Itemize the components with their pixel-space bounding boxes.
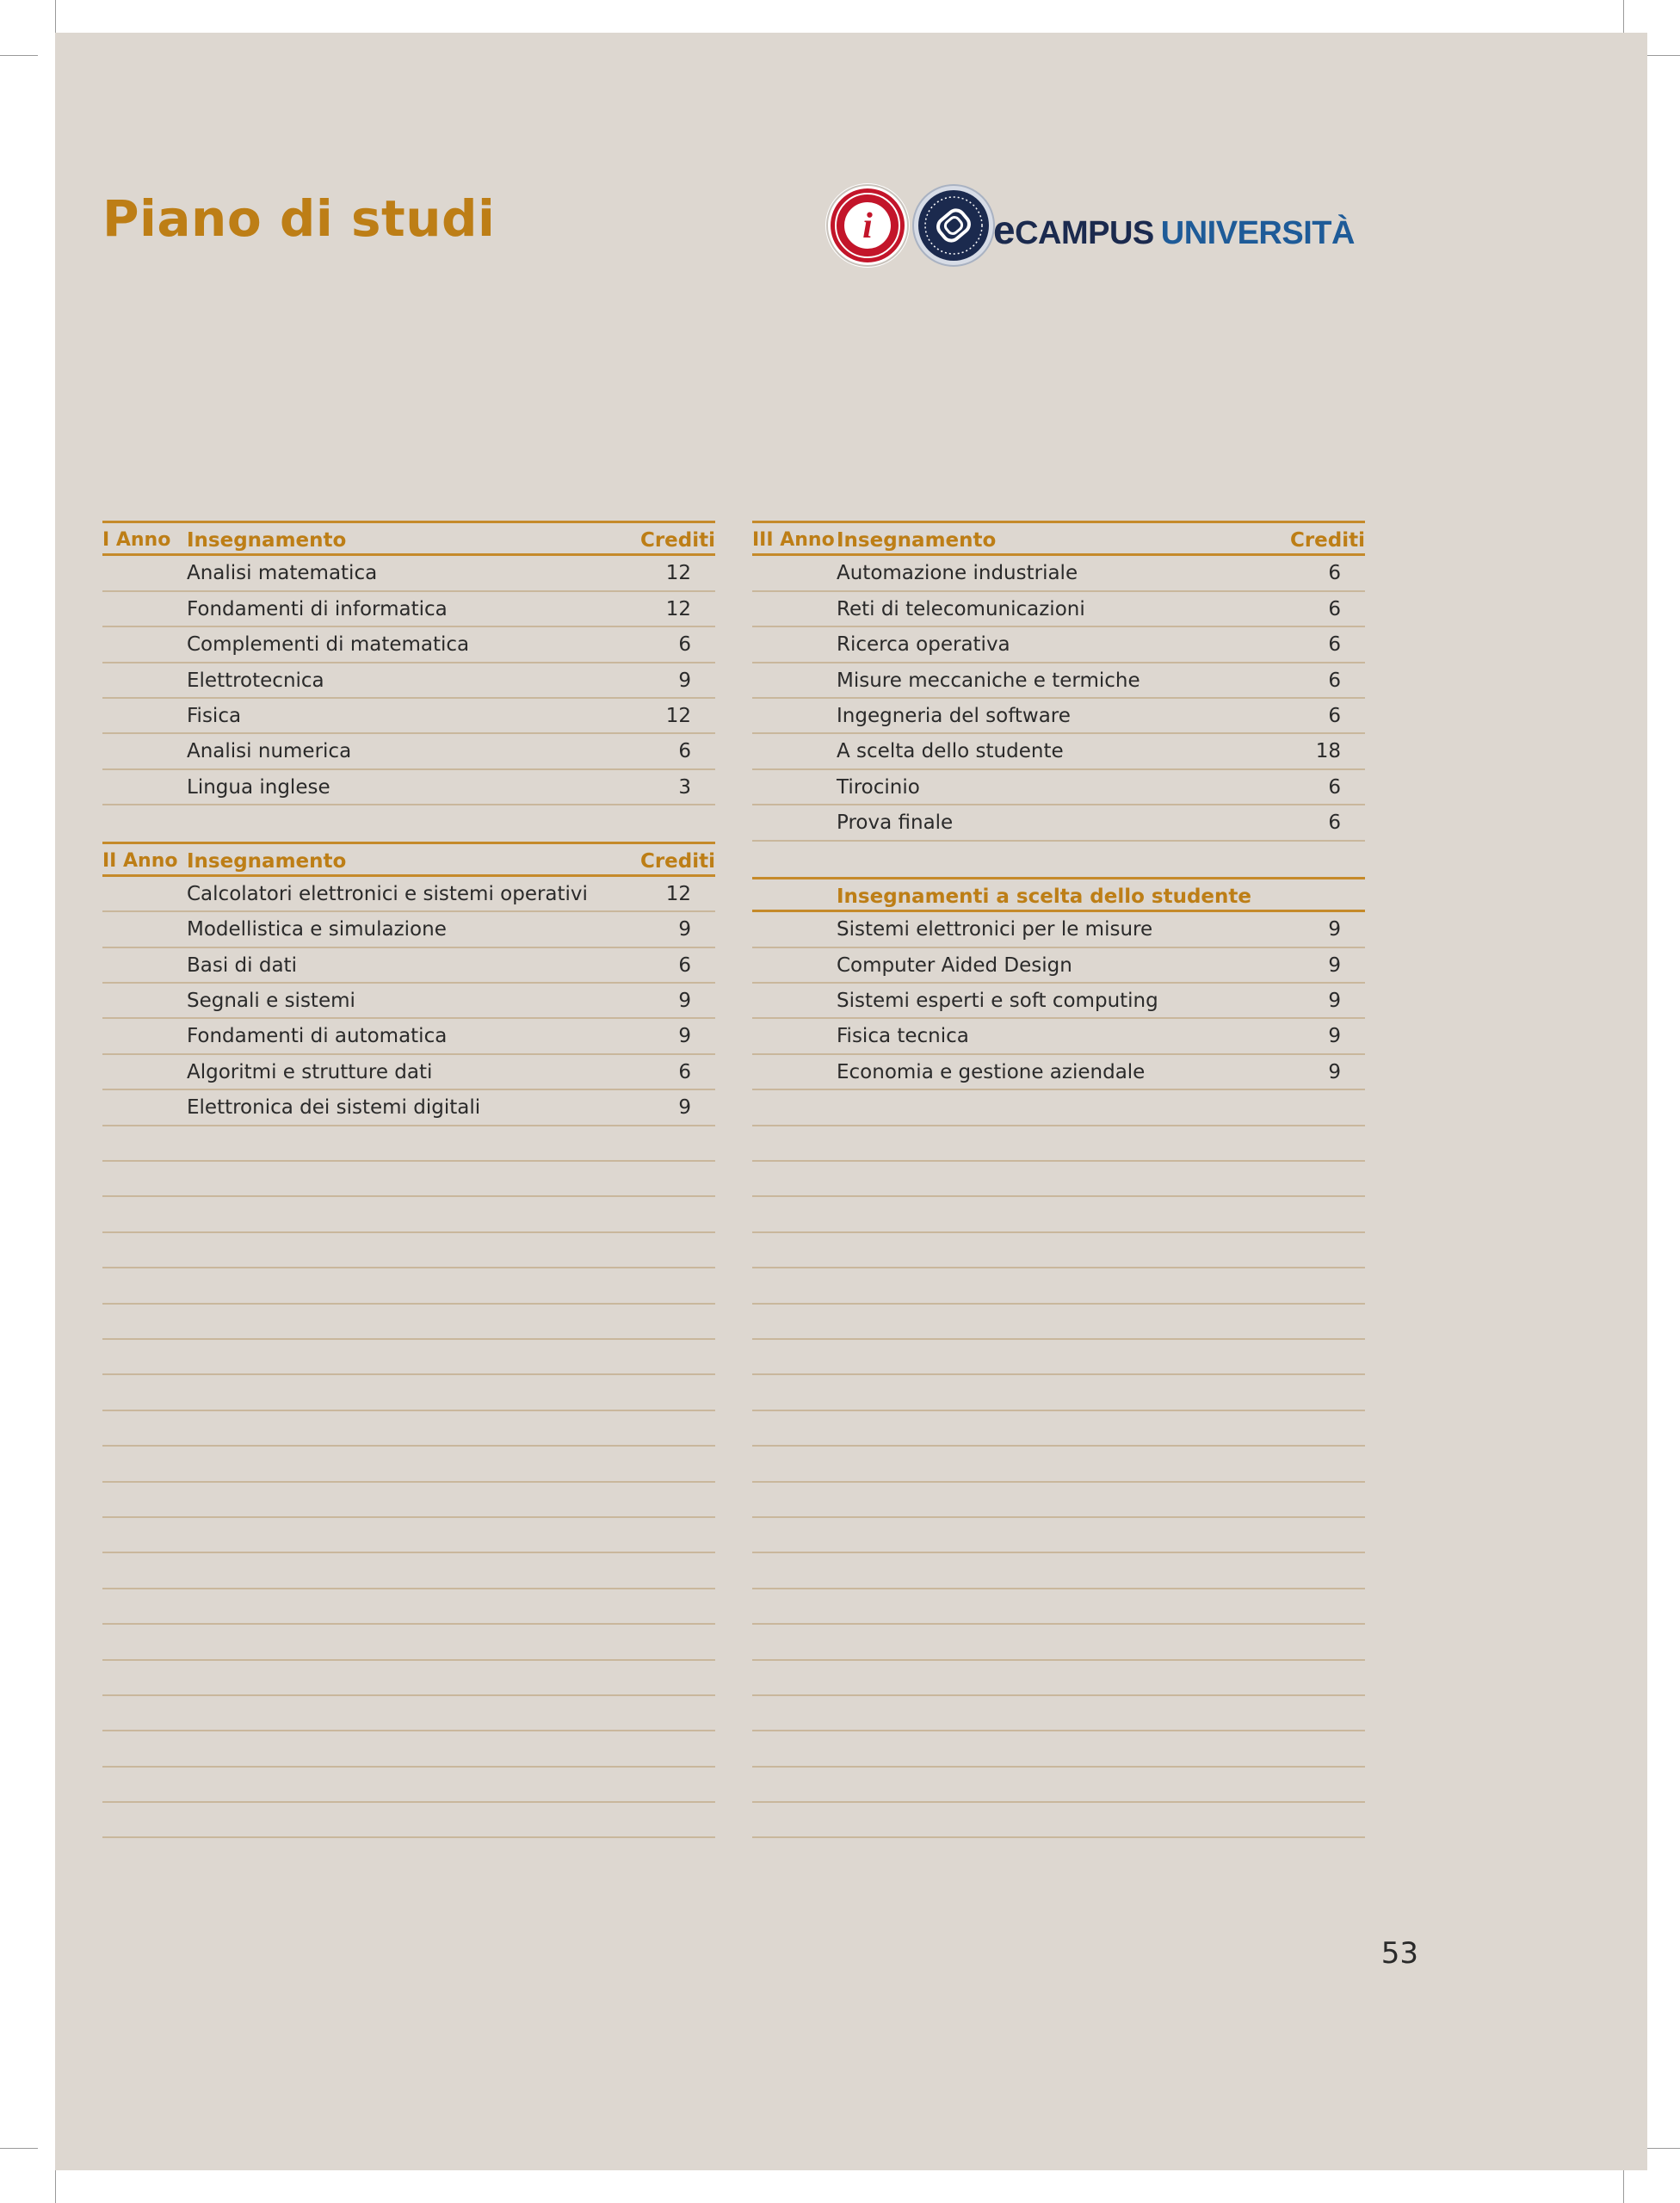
blank-line: [102, 1411, 715, 1447]
ecampus-seal-icon: [913, 185, 994, 266]
page-title: Piano di studi: [102, 189, 496, 248]
blank-line: [752, 1126, 1365, 1162]
blank-line: [752, 1696, 1365, 1731]
crop-mark: [1623, 2170, 1624, 2203]
blank-line: [102, 1375, 715, 1410]
crop-mark: [1644, 2148, 1680, 2149]
table-row: Complementi di matematica 6: [102, 627, 715, 663]
table-row: Elettrotecnica 9: [102, 663, 715, 699]
table-header-year2: II Anno Insegnamento Crediti: [102, 842, 715, 877]
blank-line: [752, 1268, 1365, 1304]
blank-line: [102, 1589, 715, 1625]
table-row: Fisica 12: [102, 699, 715, 734]
blank-line: [752, 1197, 1365, 1232]
table-row: Fondamenti di informatica 12: [102, 592, 715, 627]
table-row: Automazione industriale 6: [752, 556, 1365, 591]
blank-line: [752, 1661, 1365, 1696]
blank-line: [752, 1233, 1365, 1268]
blank-line: [752, 1340, 1365, 1375]
blank-line: [102, 1696, 715, 1731]
crop-mark: [55, 2170, 56, 2203]
table-row: Computer Aided Design 9: [752, 948, 1365, 984]
crop-mark: [1623, 0, 1624, 33]
blank-line: [102, 1731, 715, 1767]
table-row: Modellistica e simulazione 9: [102, 912, 715, 947]
table-row-empty: [752, 842, 1365, 877]
ecampus-wordmark: eCAMPUS UNIVERSITÀ: [993, 207, 1355, 252]
crop-mark: [1644, 55, 1680, 56]
table-row: Basi di dati 6: [102, 948, 715, 984]
table-row: Ingegneria del software 6: [752, 699, 1365, 734]
table-row: Segnali e sistemi 9: [102, 984, 715, 1019]
table-row: Lingua inglese 3: [102, 770, 715, 805]
info-red-badge-icon: [825, 183, 910, 268]
blank-line: [102, 1553, 715, 1589]
table-row: Prova finale 6: [752, 805, 1365, 841]
table-row: Reti di telecomunicazioni 6: [752, 592, 1365, 627]
table-row: A scelta dello studente 18: [752, 734, 1365, 769]
crop-mark: [55, 0, 56, 33]
blank-line: [102, 1340, 715, 1375]
blank-line: [102, 1483, 715, 1518]
table-row: Fisica tecnica 9: [752, 1019, 1365, 1054]
blank-line: [752, 1090, 1365, 1126]
blank-line: [752, 1553, 1365, 1589]
blank-lines: [752, 1090, 1365, 1838]
blank-line: [102, 1126, 715, 1162]
blank-line: [752, 1518, 1365, 1553]
page-number: 53: [1380, 1936, 1418, 1971]
blank-line: [102, 1162, 715, 1197]
table-row: Elettronica dei sistemi digitali 9: [102, 1090, 715, 1126]
table-header-year3: III Anno Insegnamento Crediti: [752, 521, 1365, 556]
blank-line: [102, 1233, 715, 1268]
table-row: Sistemi esperti e soft computing 9: [752, 984, 1365, 1019]
blank-line: [102, 1305, 715, 1340]
electives-header: Insegnamenti a scelta dello studente: [752, 877, 1365, 912]
blank-line: [752, 1162, 1365, 1197]
blank-line: [752, 1589, 1365, 1625]
table-row: Economia e gestione aziendale 9: [752, 1055, 1365, 1090]
table-row-empty: [102, 805, 715, 841]
table-row: Misure meccaniche e termiche 6: [752, 663, 1365, 699]
blank-lines: [102, 1126, 715, 1839]
blank-line: [752, 1305, 1365, 1340]
blank-line: [102, 1518, 715, 1553]
right-column: [752, 521, 1365, 1838]
table-row: Calcolatori elettronici e sistemi operativi 12: [102, 877, 715, 912]
table-row: Algoritmi e strutture dati 6: [102, 1055, 715, 1090]
svg-text:i: i: [862, 207, 873, 246]
blank-line: [102, 1447, 715, 1482]
blank-line: [752, 1483, 1365, 1518]
blank-line: [752, 1375, 1365, 1410]
blank-line: [102, 1768, 715, 1803]
blank-line: [752, 1731, 1365, 1767]
table-row: Tirocinio 6: [752, 770, 1365, 805]
crop-mark: [0, 2148, 38, 2149]
blank-line: [102, 1625, 715, 1660]
blank-line: [102, 1197, 715, 1232]
table-row: Fondamenti di automatica 9: [102, 1019, 715, 1054]
blank-line: [752, 1768, 1365, 1803]
blank-line: [752, 1411, 1365, 1447]
table-row: Ricerca operativa 6: [752, 627, 1365, 663]
blank-line: [102, 1268, 715, 1304]
table-row: Sistemi elettronici per le misure 9: [752, 912, 1365, 947]
blank-line: [752, 1625, 1365, 1660]
blank-line: [752, 1803, 1365, 1838]
table-row: Analisi matematica 12: [102, 556, 715, 591]
blank-line: [102, 1803, 715, 1838]
left-column: [102, 521, 715, 1838]
table-header-year1: I Anno Insegnamento Crediti: [102, 521, 715, 556]
blank-line: [752, 1447, 1365, 1482]
table-row: Analisi numerica 6: [102, 734, 715, 769]
blank-line: [102, 1661, 715, 1696]
crop-mark: [0, 55, 38, 56]
